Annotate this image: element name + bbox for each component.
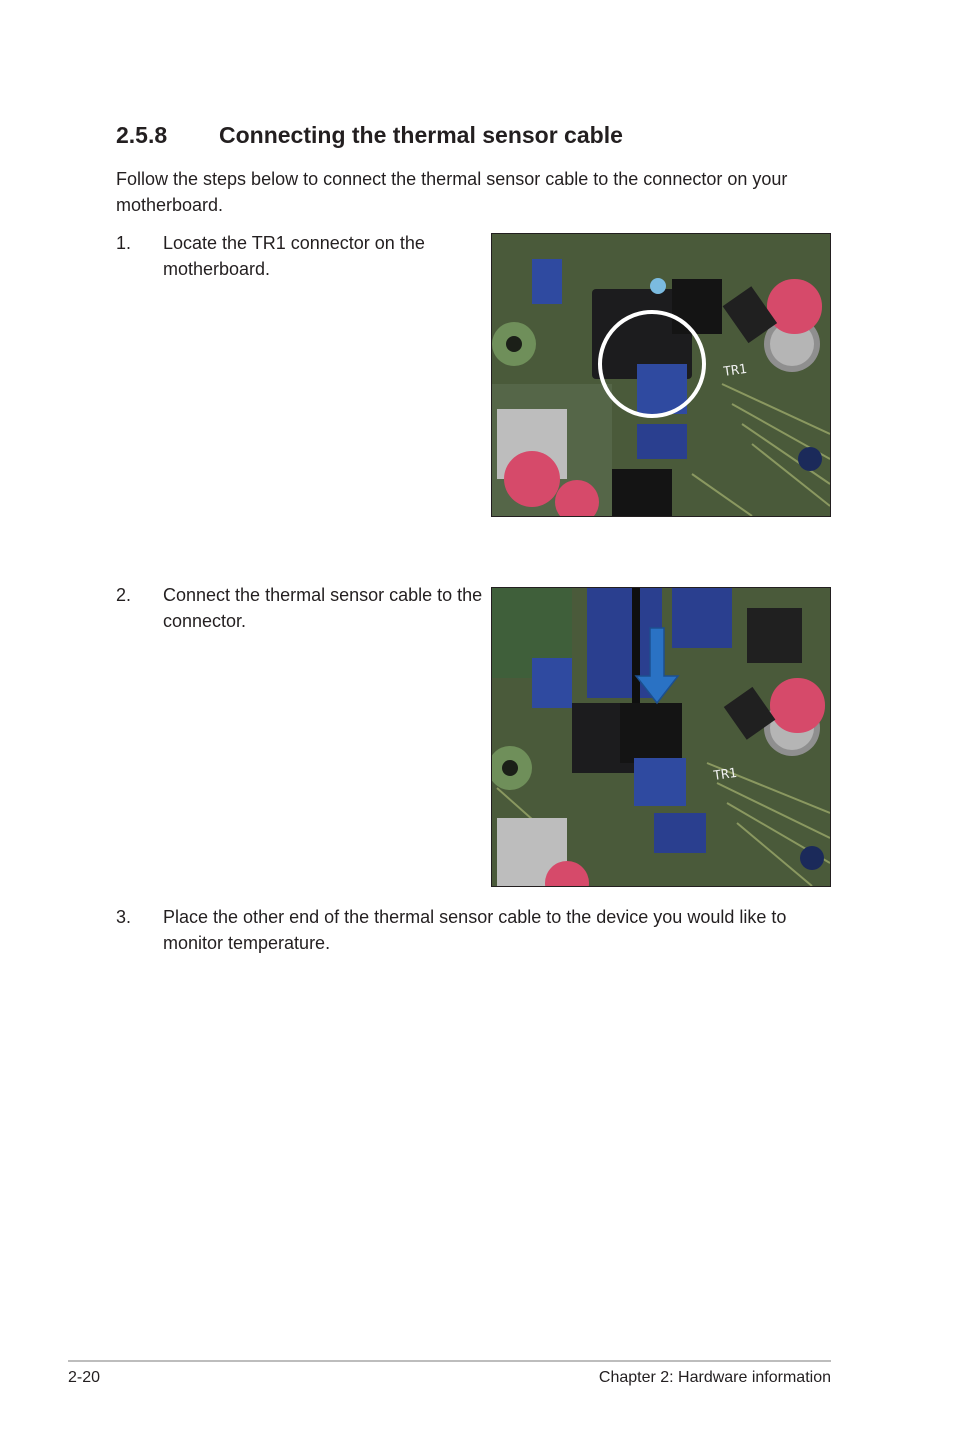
step-number: 2. [116, 585, 132, 605]
step-1 [116, 230, 486, 290]
step-text: Place the other end of the thermal sensor cable to the device you would like to monitor temperature. [163, 907, 787, 953]
tr1-connector-photo [491, 233, 831, 517]
step-3 [116, 904, 836, 964]
step-number: 1. [116, 233, 132, 253]
step-text: Locate the TR1 connector on the motherboard. [163, 233, 425, 279]
section-title: Connecting the thermal sensor cable [219, 122, 623, 148]
footer-divider [68, 1360, 831, 1362]
section-heading [116, 122, 623, 149]
tr1-silkscreen-label: TR1 [722, 361, 748, 380]
step-2 [116, 582, 486, 642]
page-number: 2-20 [68, 1369, 101, 1386]
step-text: Connect the thermal sensor cable to the connector. [163, 585, 483, 631]
intro-paragraph: Follow the steps below to connect the thermal sensor cable to the connector on your motherboard. [116, 169, 788, 215]
cable-connection-photo [491, 587, 831, 887]
step-number: 3. [116, 907, 132, 927]
section-number: 2.5.8 [116, 122, 168, 148]
tr1-silkscreen-label: TR1 [712, 765, 738, 784]
chapter-title: Chapter 2: Hardware information [598, 1369, 831, 1386]
